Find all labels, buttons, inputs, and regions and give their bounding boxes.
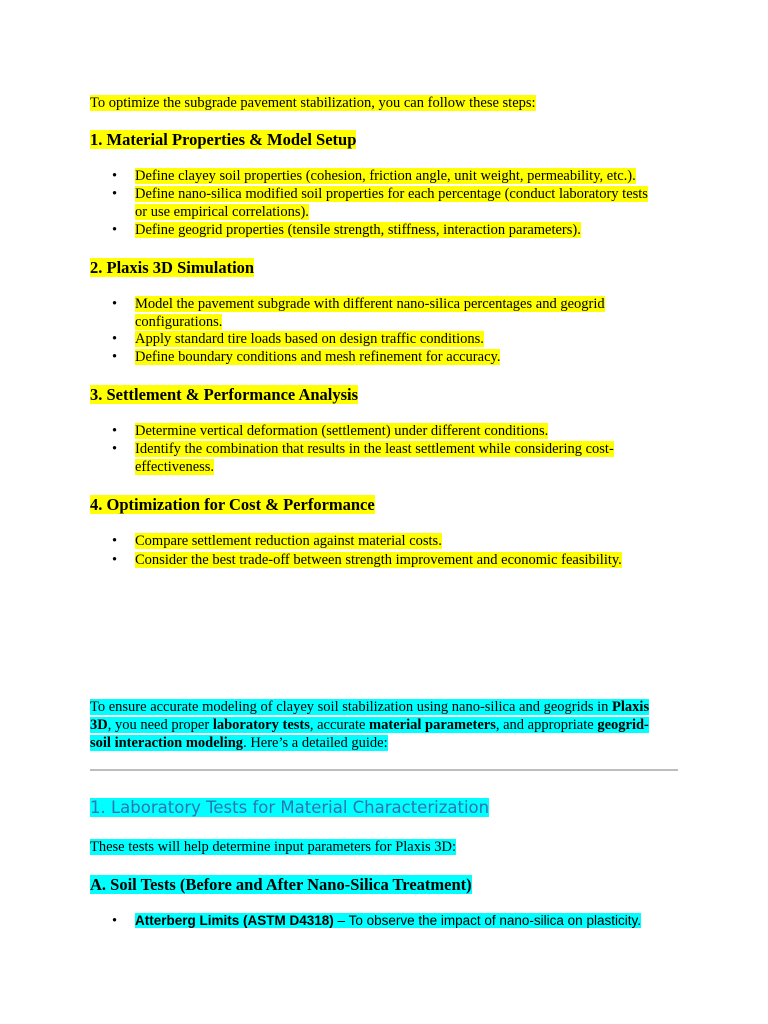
step-heading-1: 1. Material Properties & Model Setup <box>90 130 357 149</box>
list-item: Define geogrid properties (tensile strength, stiffness, interaction parameters). <box>135 222 581 238</box>
bullet-icon: • <box>112 441 118 457</box>
bullet-icon: • <box>112 186 118 202</box>
list-item-continuation: effectiveness. <box>135 459 215 475</box>
bullet-icon: • <box>112 533 118 549</box>
bullet-icon: • <box>112 349 118 365</box>
bullet-icon: • <box>112 296 118 312</box>
list-item: Define boundary conditions and mesh refinement for accuracy. <box>135 349 501 365</box>
step-heading-2: 2. Plaxis 3D Simulation <box>90 258 255 277</box>
list-item: Define nano-silica modified soil properties for each percentage (conduct laboratory tests <box>135 186 648 202</box>
bullet-icon: • <box>112 552 118 568</box>
intro-paragraph: To optimize the subgrade pavement stabilization, you can follow these steps: <box>90 95 536 111</box>
guide-intro-line-3: soil interaction modeling. Here’s a detailed guide: <box>90 735 388 751</box>
list-item: Consider the best trade-off between strength improvement and economic feasibility. <box>135 552 622 568</box>
list-item: Apply standard tire loads based on design traffic conditions. <box>135 331 484 347</box>
list-item: Compare settlement reduction against material costs. <box>135 533 442 549</box>
list-item: Model the pavement subgrade with different nano-silica percentages and geogrid <box>135 296 605 312</box>
guide-heading-1: 1. Laboratory Tests for Material Characterization <box>90 798 490 817</box>
bullet-icon: • <box>112 913 118 929</box>
list-item: Identify the combination that results in the least settlement while considering cost- <box>135 441 614 457</box>
list-item: Define clayey soil properties (cohesion, friction angle, unit weight, permeability, etc.). <box>135 168 636 184</box>
bullet-icon: • <box>112 168 118 184</box>
bullet-icon: • <box>112 222 118 238</box>
guide-intro-line-2: 3D, you need proper laboratory tests, accurate material parameters, and appropriate geogrid- <box>90 717 649 733</box>
list-item: Determine vertical deformation (settlement) under different conditions. <box>135 423 549 439</box>
tests-intro: These tests will help determine input parameters for Plaxis 3D: <box>90 839 457 855</box>
list-item-continuation: or use empirical correlations). <box>135 204 309 220</box>
bullet-icon: • <box>112 331 118 347</box>
guide-intro-line-1: To ensure accurate modeling of clayey soil stabilization using nano-silica and geogrids in Plaxis <box>90 699 650 715</box>
horizontal-divider <box>90 769 678 771</box>
step-heading-3: 3. Settlement & Performance Analysis <box>90 385 359 404</box>
list-item-atterberg: Atterberg Limits (ASTM D4318) – To observe the impact of nano-silica on plasticity. <box>135 913 641 928</box>
bullet-icon: • <box>112 423 118 439</box>
list-item-continuation: configurations. <box>135 314 223 330</box>
soil-tests-heading: A. Soil Tests (Before and After Nano-Silica Treatment) <box>90 875 472 894</box>
step-heading-4: 4. Optimization for Cost & Performance <box>90 495 375 514</box>
